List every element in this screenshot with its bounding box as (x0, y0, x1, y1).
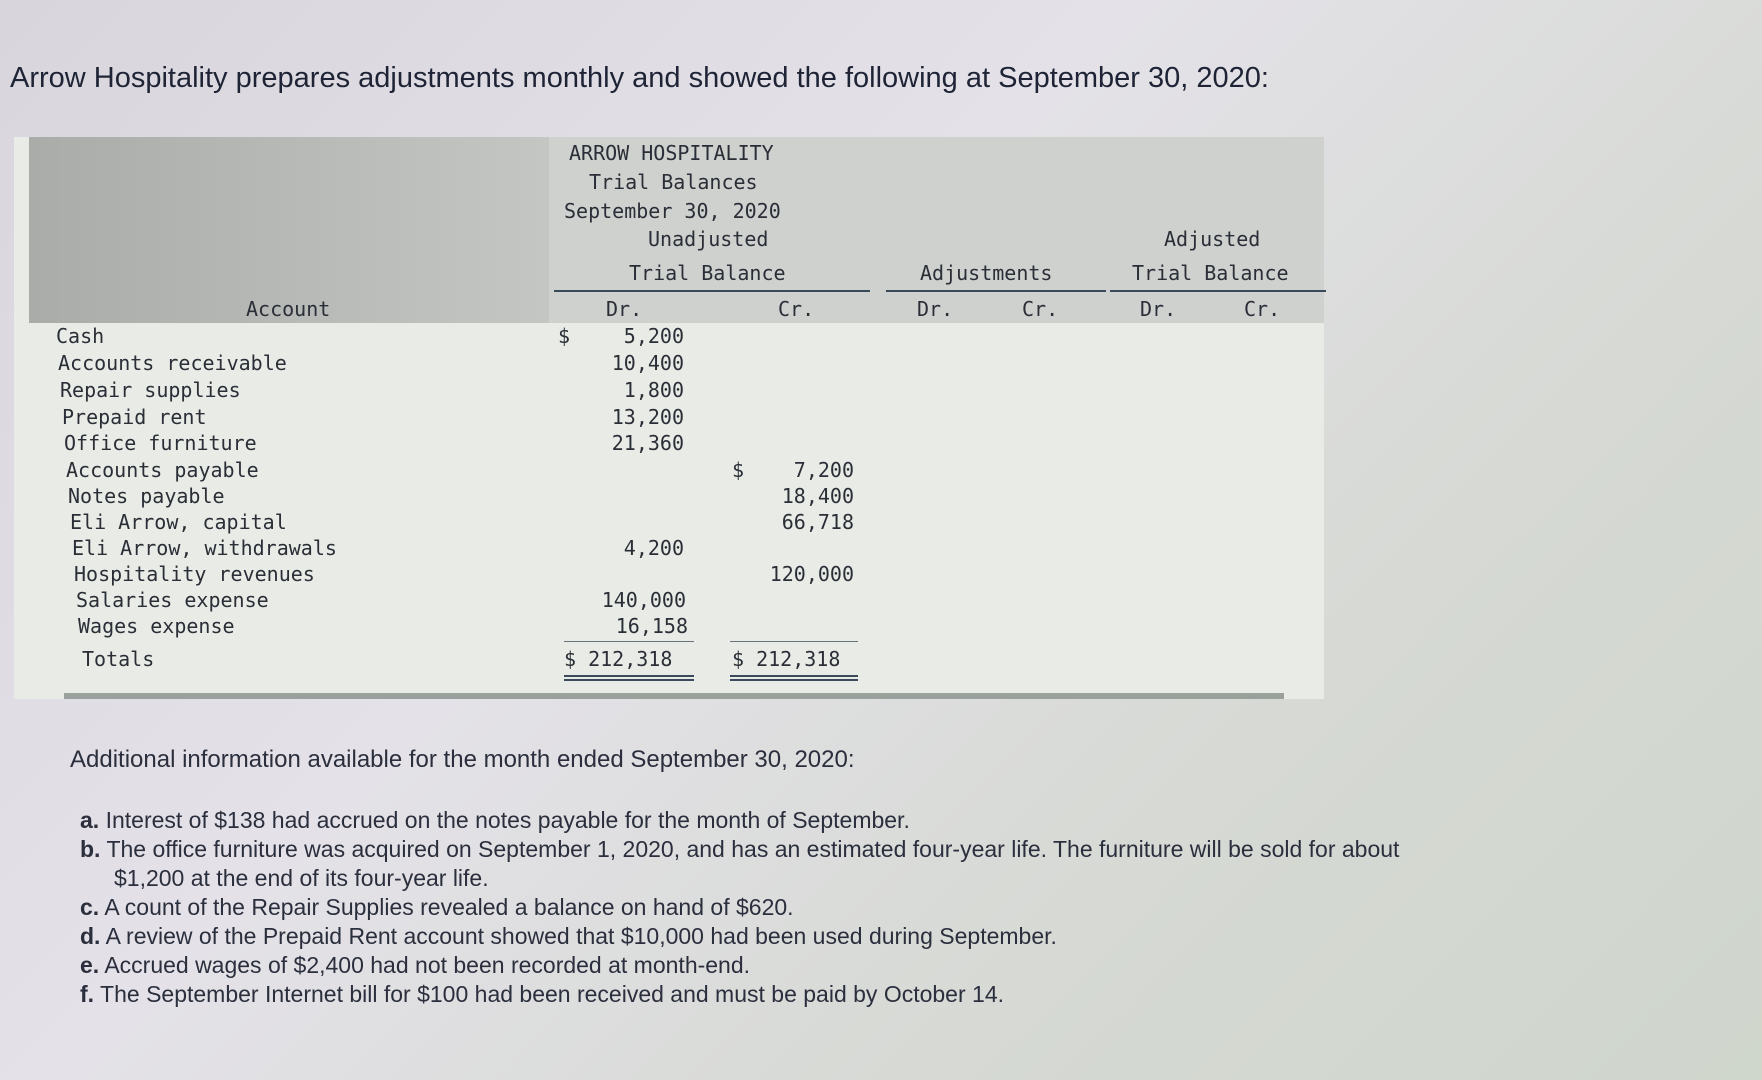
adjustments-heading: Adjustments (920, 261, 1053, 285)
cr-amount: 18,400 (781, 484, 854, 508)
cr-amount: 66,718 (781, 510, 854, 534)
adj-cr-header: Cr. (1022, 297, 1059, 321)
account-name: Cash (56, 324, 105, 348)
dr-amount: 140,000 (601, 588, 686, 612)
adjusted-heading-line1: Adjusted (1164, 227, 1261, 251)
additional-info-heading: Additional information available for the month ended September 30, 2020: (70, 746, 855, 773)
cr-amount: 120,000 (769, 562, 854, 586)
adjustments-rule (886, 290, 1106, 292)
unadjusted-heading-line2: Trial Balance (629, 261, 786, 285)
list-item: a. Interest of $138 had accrued on the notes payable for the month of September. (80, 807, 910, 833)
dr-amount: 16,158 (615, 614, 688, 638)
double-rule-dr-2 (564, 679, 694, 681)
adjusted-heading-line2: Trial Balance (1132, 261, 1289, 285)
adjusted-cr-header: Cr. (1244, 297, 1281, 321)
problem-intro: Arrow Hospitality prepares adjustments monthly and showed the following at September 30, 2020: (10, 62, 1269, 94)
table-date: September 30, 2020 (564, 199, 781, 223)
account-name: Notes payable (68, 484, 225, 508)
account-name: Accounts payable (66, 458, 259, 482)
subtotal-rule-dr (564, 641, 694, 642)
total-cr: $ 212,318 (732, 647, 841, 671)
account-name: Eli Arrow, withdrawals (72, 536, 337, 560)
dr-amount: 21,360 (611, 431, 684, 455)
totals-label: Totals (82, 647, 155, 671)
adj-dr-header: Dr. (917, 297, 954, 321)
unadj-cr-header: Cr. (778, 297, 815, 321)
adjusted-dr-header: Dr. (1140, 297, 1177, 321)
account-name: Eli Arrow, capital (70, 510, 287, 534)
account-name: Prepaid rent (62, 405, 207, 429)
account-name: Repair supplies (60, 378, 241, 402)
list-item: f. The September Internet bill for $100 had been received and must be paid by October 14. (80, 981, 1004, 1007)
list-item: e. Accrued wages of $2,400 had not been recorded at month-end. (80, 952, 751, 978)
trial-balance-table (14, 137, 1324, 699)
list-item: b. The office furniture was acquired on September 1, 2020, and has an estimated four-year life. The furniture will be sold for about (80, 836, 1400, 862)
account-name: Salaries expense (76, 588, 269, 612)
total-dr: $ 212,318 (564, 647, 673, 671)
table-header-shade (29, 137, 549, 323)
double-rule-dr-1 (564, 675, 694, 677)
unadjusted-rule (554, 290, 870, 292)
subtotal-rule-cr (730, 641, 858, 642)
unadjusted-heading-line1: Unadjusted (648, 227, 769, 251)
table-title: Trial Balances (589, 170, 758, 194)
unadj-dr-header: Dr. (606, 297, 643, 321)
dr-amount: 10,400 (611, 351, 684, 375)
company-name: ARROW HOSPITALITY (569, 141, 774, 165)
currency-sign: $ (732, 458, 745, 482)
dr-amount: 4,200 (623, 536, 684, 560)
list-item: d. A review of the Prepaid Rent account showed that $10,000 had been used during September. (80, 923, 1057, 949)
account-name: Accounts receivable (58, 351, 287, 375)
list-item: c. A count of the Repair Supplies revealed a balance on hand of $620. (80, 894, 794, 920)
cr-amount: 7,200 (793, 458, 854, 482)
account-name: Wages expense (78, 614, 235, 638)
account-name: Hospitality revenues (74, 562, 315, 586)
currency-sign: $ (558, 324, 571, 348)
double-rule-cr-1 (730, 675, 858, 677)
table-bottom-border (64, 693, 1284, 699)
double-rule-cr-2 (730, 679, 858, 681)
list-item-continuation: $1,200 at the end of its four-year life. (114, 865, 489, 891)
account-name: Office furniture (64, 431, 257, 455)
dr-amount: 1,800 (623, 378, 684, 402)
dr-amount: 5,200 (623, 324, 684, 348)
adjusted-rule (1110, 290, 1326, 292)
account-header: Account (246, 297, 331, 321)
adjustment-items-list (80, 806, 1399, 1009)
dr-amount: 13,200 (611, 405, 684, 429)
